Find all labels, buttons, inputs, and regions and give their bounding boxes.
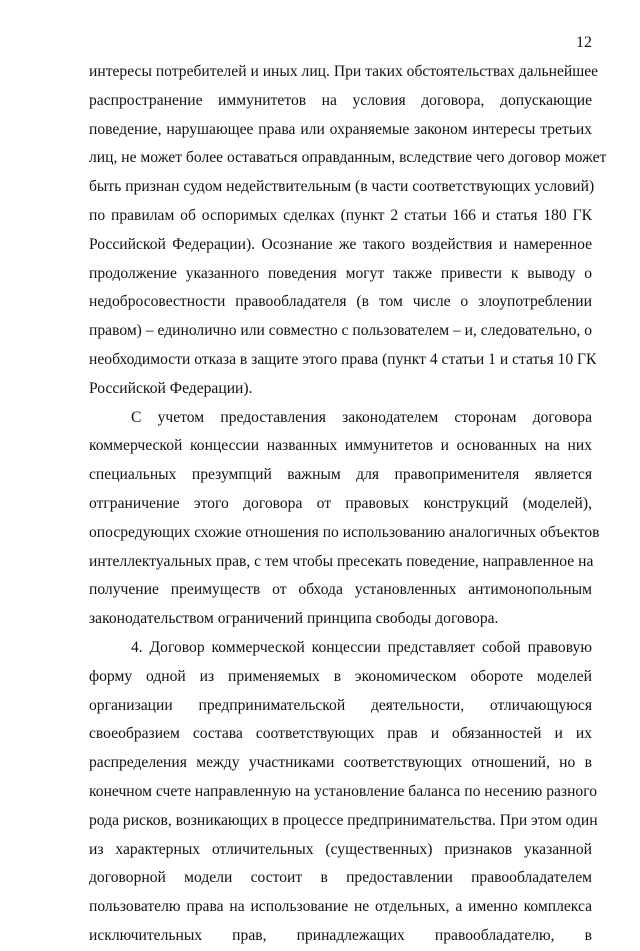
paragraph — [89, 58, 607, 404]
text-line: распространение иммунитетов на условия договора, допускающие — [89, 91, 592, 109]
text-line: 4. Договор коммерческой концессии представляет собой правовую — [131, 638, 592, 656]
text-line: специальных презумпций важным для правоприменителя является — [89, 466, 592, 484]
text-line: пользователю права на использование не отдельных, а именно комплекса — [89, 898, 592, 916]
text-line: организации предпринимательской деятельности, отличающуюся — [89, 696, 592, 714]
text-line: отграничение этого договора от правовых конструкций (моделей), — [89, 494, 592, 512]
text-line: исключительных прав, принадлежащих правообладателю, в — [89, 926, 592, 944]
text-line: конечном счете направленную на установление баланса по несению разного — [89, 782, 598, 800]
text-line: Российской Федерации). Осознание же такого воздействия и намеренное — [89, 235, 592, 253]
text-line: недобросовестности правообладателя (в том числе о злоупотреблении — [89, 293, 592, 311]
text-line: лиц, не может более оставаться оправданным, вследствие чего договор может — [89, 149, 607, 167]
text-line: продолжение указанного поведения могут также привести к выводу о — [89, 264, 592, 282]
page-number: 12 — [576, 34, 592, 51]
text-line: необходимости отказа в защите этого права (пункт 4 статьи 1 и статья 10 ГК — [89, 350, 597, 368]
text-line: интеллектуальных прав, с тем чтобы пресекать поведение, направленное на — [89, 552, 594, 570]
text-line: из характерных отличительных (существенных) признаков указанной — [89, 840, 592, 858]
text-line: правом) – единолично или совместно с пользователем – и, следовательно, о — [89, 322, 592, 340]
text-line: форму одной из применяемых в экономическом обороте моделей — [89, 667, 592, 685]
text-line: коммерческой концессии названных иммунитетов и основанных на них — [89, 437, 592, 455]
document-body — [89, 58, 607, 951]
text-line: рода рисков, возникающих в процессе предпринимательства. При этом один — [89, 811, 598, 829]
text-line: С учетом предоставления законодателем сторонам договора — [131, 408, 592, 426]
text-line: получение преимуществ от обхода установленных антимонопольным — [89, 581, 592, 599]
text-line: интересы потребителей и иных лиц. При таких обстоятельствах дальнейшее — [89, 63, 599, 80]
text-line: законодательством ограничений принципа свободы договора. — [89, 610, 499, 628]
text-line: Российской Федерации). — [89, 379, 253, 397]
text-line: распределения между участниками соответствующих отношений, но в — [89, 754, 592, 772]
paragraph — [89, 404, 600, 634]
text-line: договорной модели состоит в предоставлении правообладателем — [89, 869, 592, 887]
text-line: быть признан судом недействительным (в части соответствующих условий) — [89, 178, 595, 196]
text-line: поведение, нарушающее права или охраняемые законом интересы третьих — [89, 120, 592, 138]
text-line: своеобразием состава соответствующих прав и обязанностей и их — [89, 725, 592, 743]
paragraph — [89, 634, 598, 951]
text-line: опосредующих схожие отношения по использованию аналогичных объектов — [89, 523, 600, 541]
text-line: по правилам об оспоримых сделках (пункт 2 статьи 166 и статья 180 ГК — [89, 206, 592, 224]
